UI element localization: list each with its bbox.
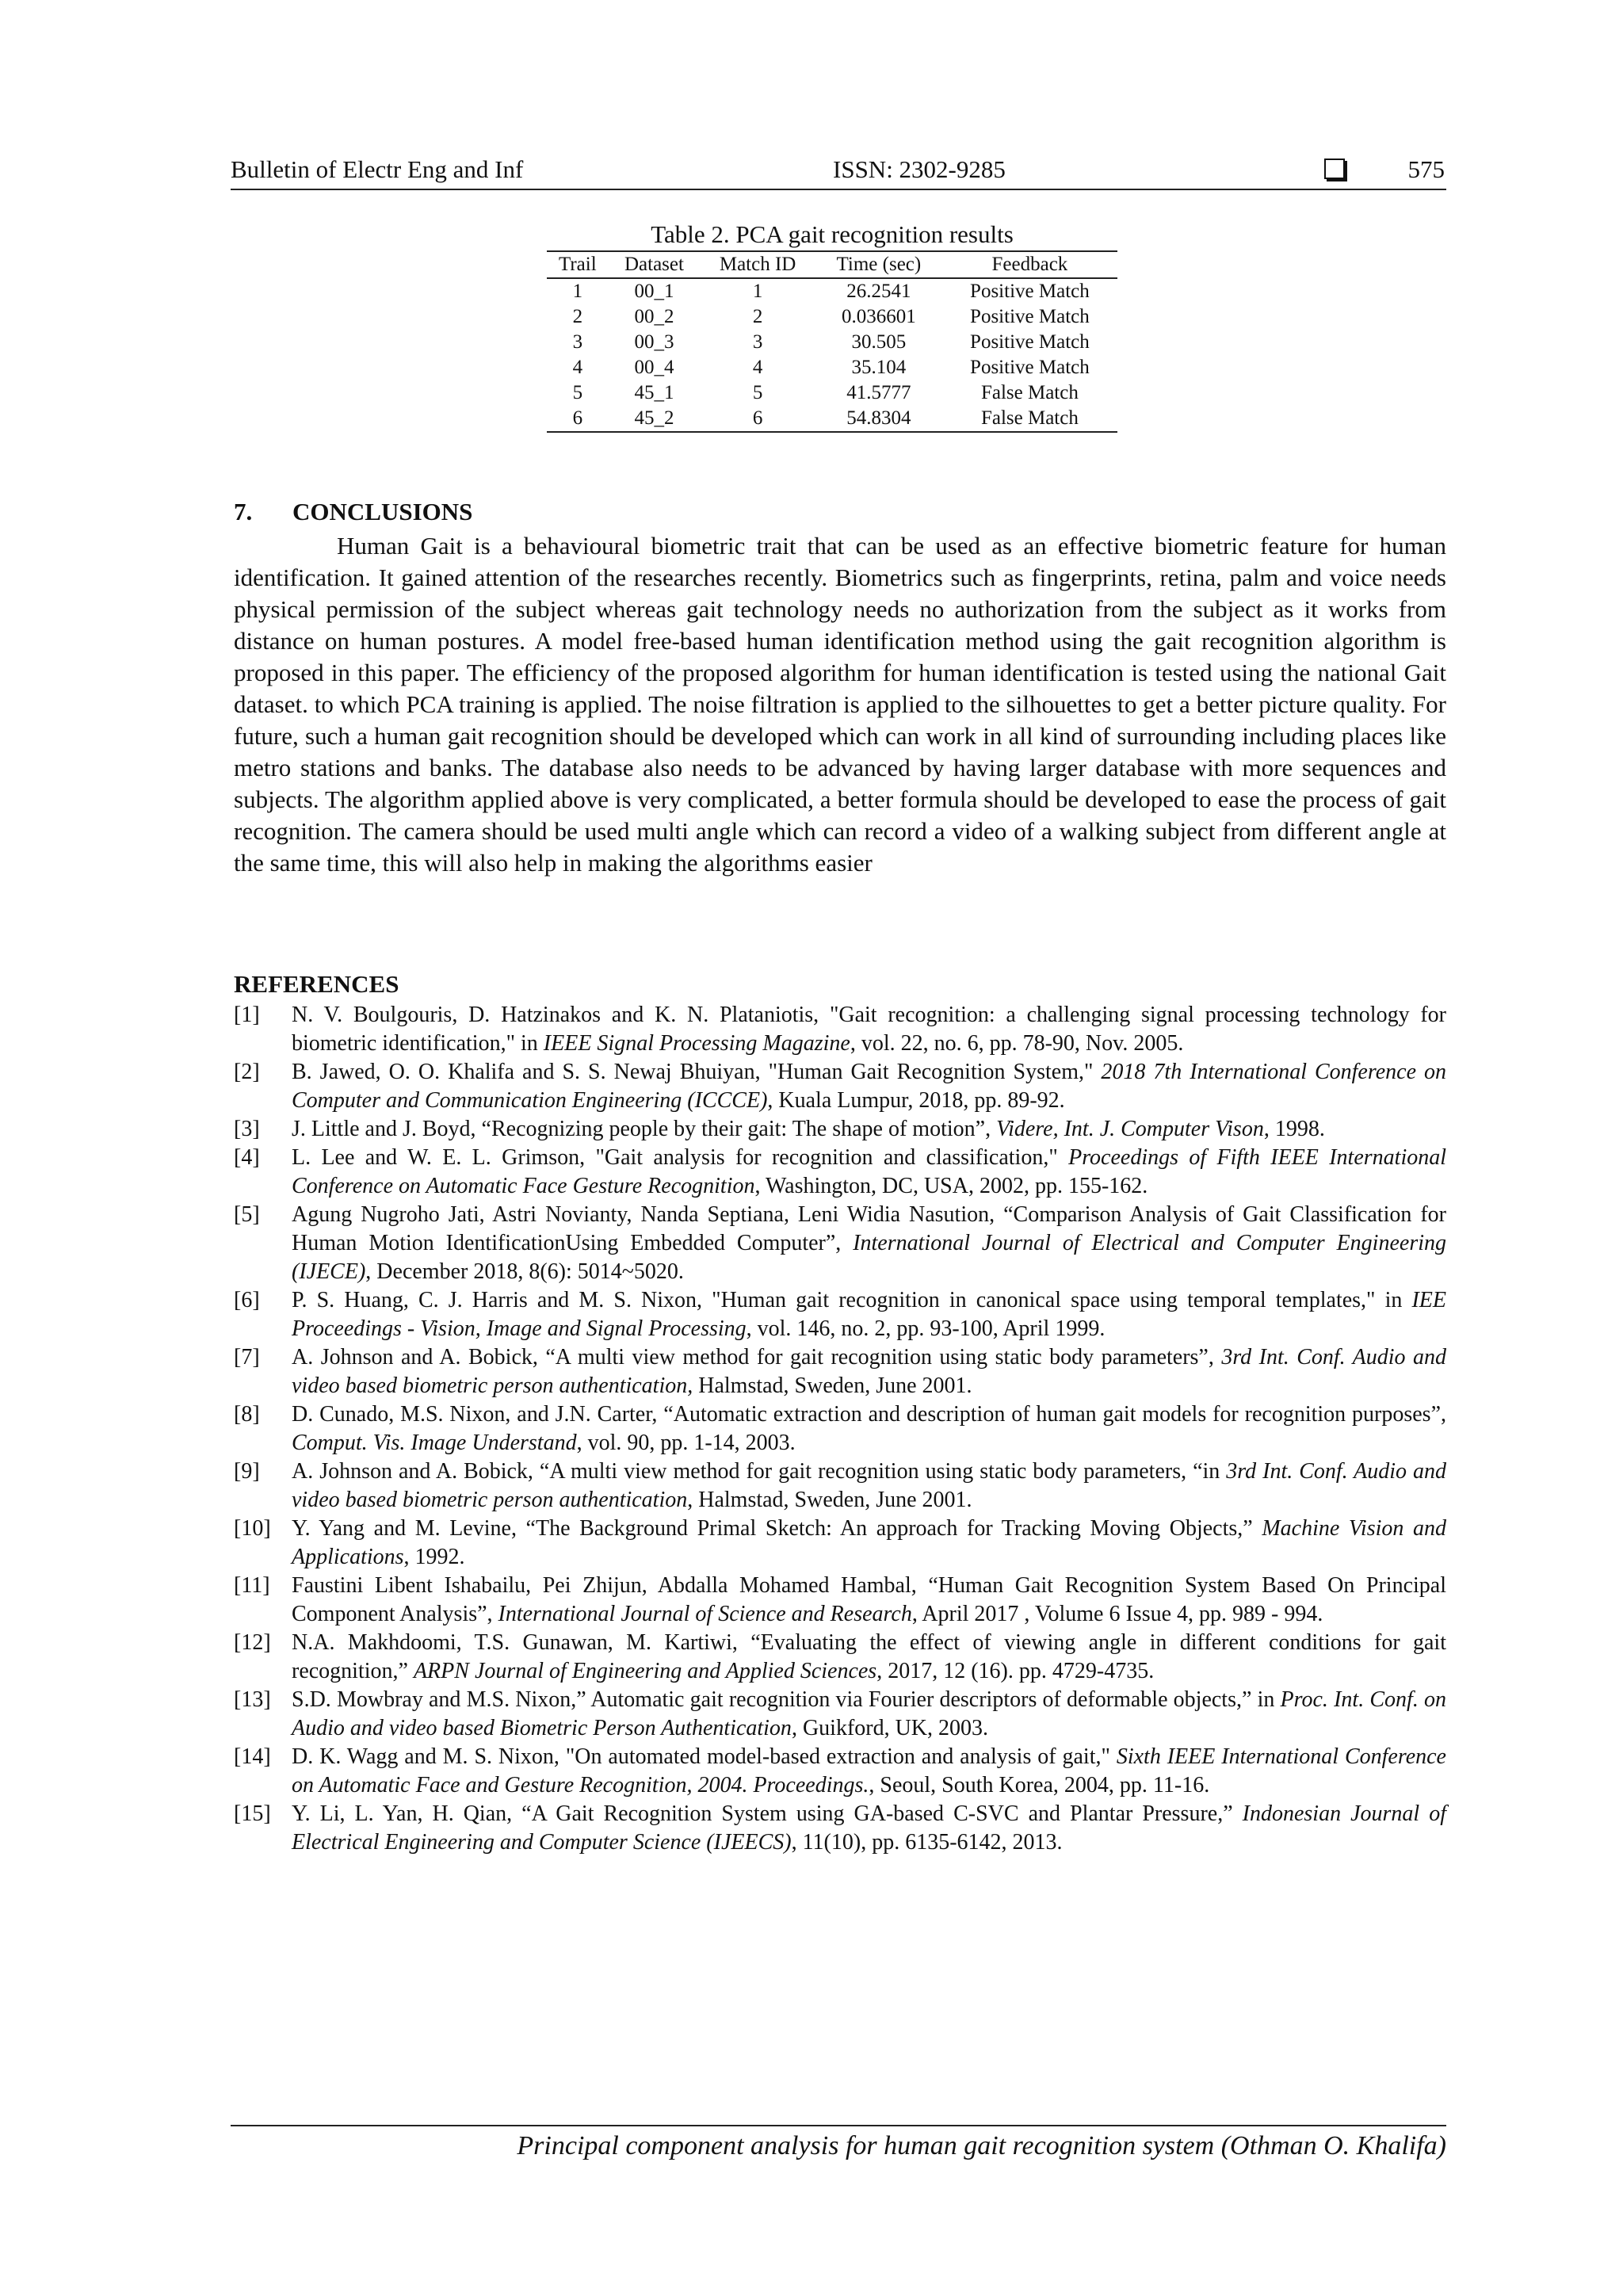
reference-venue: Proc. Int. Conf. on Audio and video based Biometric Person Authentication — [292, 1687, 1446, 1740]
table-cell: Positive Match — [970, 357, 1090, 378]
table-row — [547, 355, 1117, 380]
reference-item — [234, 1515, 1446, 1572]
reference-details: , 1992. — [403, 1545, 465, 1569]
reference-details: , 1998. — [1263, 1117, 1325, 1141]
table-row — [547, 380, 1117, 406]
reference-details: , Halmstad, Sweden, June 2001. — [687, 1488, 972, 1512]
reference-item — [234, 1144, 1446, 1201]
reference-authors-title: P. S. Huang, C. J. Harris and M. S. Nixon, "Human gait recognition in canonical space using temporal templates," in — [292, 1288, 1412, 1312]
reference-item — [234, 1286, 1446, 1343]
table-cell: 6 — [700, 406, 815, 432]
reference-item — [234, 1201, 1446, 1286]
table-cell: 41.5777 — [846, 382, 911, 403]
reference-authors-title: Agung Nugroho Jati, Astri Novianty, Nanda Septiana, Leni Widia Nasution, “Comparison Analysis of Gait Classification for Human Motion IdentificationUsing Embedded Computer”, — [292, 1202, 1446, 1255]
reference-authors-title: D. K. Wagg and M. S. Nixon, "On automated model-based extraction and analysis of gait," — [292, 1744, 1117, 1769]
table-cell: 6 — [547, 406, 609, 432]
section-title: CONCLUSIONS — [292, 498, 473, 525]
reference-item — [234, 1343, 1446, 1400]
reference-number: [4] — [234, 1145, 260, 1170]
reference-authors-title: Y. Li, L. Yan, H. Qian, “A Gait Recognition System using GA-based C-SVC and Plantar Pressure,” — [292, 1801, 1243, 1826]
table-row — [547, 304, 1117, 330]
table-caption: Table 2. PCA gait recognition results — [651, 220, 1014, 248]
reference-venue: International Journal of Electrical and Computer Engineering (IJECE) — [292, 1231, 1446, 1284]
reference-authors-title: D. Cunado, M.S. Nixon, and J.N. Carter, “Automatic extraction and description of human gait models for recognition purposes”, — [292, 1402, 1446, 1427]
page-header — [231, 152, 1446, 190]
reference-number: [12] — [234, 1630, 271, 1655]
reference-item — [234, 1800, 1446, 1857]
reference-number: [15] — [234, 1801, 271, 1826]
reference-venue: Sixth IEEE International Conference on Automatic Face and Gesture Recognition, 2004. Proceedings. — [292, 1744, 1446, 1797]
reference-authors-title: S.D. Mowbray and M.S. Nixon,” Automatic gait recognition via Fourier descriptors of deformable objects,” in — [292, 1687, 1281, 1712]
reference-number: [13] — [234, 1687, 271, 1712]
reference-details: , Kuala Lumpur, 2018, pp. 89-92. — [767, 1088, 1065, 1113]
reference-number: [1] — [234, 1003, 260, 1027]
issn: ISSN: 2302-9285 — [833, 155, 1006, 183]
reference-item — [234, 1572, 1446, 1629]
table-cell: 26.2541 — [846, 281, 911, 302]
table-cell: Positive Match — [970, 331, 1090, 353]
reference-item — [234, 1457, 1446, 1515]
reference-number: [2] — [234, 1060, 260, 1084]
section-number: 7. — [234, 498, 253, 525]
results-table-block — [547, 220, 1117, 433]
table-header-cell: Dataset — [609, 251, 701, 278]
table-cell: 3 — [752, 331, 763, 353]
page-number: 575 — [1407, 155, 1445, 183]
table-row — [547, 406, 1117, 432]
reference-details: , Seoul, South Korea, 2004, pp. 11-16. — [869, 1773, 1210, 1797]
reference-item — [234, 1001, 1446, 1058]
reference-venue: IEEE Signal Processing Magazine — [543, 1031, 850, 1056]
table-cell: Positive Match — [970, 281, 1090, 302]
reference-number: [5] — [234, 1202, 260, 1227]
reference-venue: Indonesian Journal of Electrical Engineering and Computer Science (IJEECS) — [292, 1801, 1446, 1855]
reference-item — [234, 1686, 1446, 1743]
table-cell: 35.104 — [851, 357, 907, 378]
reference-authors-title: N. V. Boulgouris, D. Hatzinakos and K. N. Plataniotis, "Gait recognition: a challenging signal processing technology for biometric identification," in — [292, 1003, 1446, 1056]
table-header-cell: Trail — [547, 251, 609, 278]
reference-authors-title: A. Johnson and A. Bobick, “A multi view method for gait recognition using static body parameters”, — [292, 1345, 1222, 1370]
reference-authors-title: Faustini Libent Ishabailu, Pei Zhijun, Abdalla Mohamed Hambal, “Human Gait Recognition System Based On Principal Component Analysis”, — [292, 1573, 1446, 1626]
table-cell: 45_2 — [609, 406, 701, 432]
table-cell: 1 — [572, 281, 583, 302]
table-row — [547, 330, 1117, 355]
table-header-row — [547, 251, 1117, 278]
reference-venue: 3rd Int. Conf. Audio and video based biometric person authentication — [292, 1459, 1447, 1512]
reference-venue: 2018 7th International Conference on Computer and Communication Engineering (ICCCE) — [292, 1060, 1446, 1113]
journal-name: Bulletin of Electr Eng and Inf — [231, 155, 524, 183]
table-header-cell: Match ID — [700, 251, 815, 278]
reference-number: [6] — [234, 1288, 260, 1312]
reference-item — [234, 1629, 1446, 1686]
reference-details: , December 2018, 8(6): 5014~5020. — [365, 1259, 684, 1284]
reference-details: , vol. 22, no. 6, pp. 78-90, Nov. 2005. — [850, 1031, 1184, 1056]
reference-authors-title: Y. Yang and M. Levine, “The Background Primal Sketch: An approach for Tracking Moving Objects,” — [292, 1516, 1262, 1541]
reference-number: [7] — [234, 1345, 260, 1370]
reference-item — [234, 1058, 1446, 1115]
reference-number: [3] — [234, 1117, 260, 1141]
table-cell: 00_2 — [634, 306, 674, 327]
reference-venue: International Journal of Science and Research — [498, 1602, 912, 1626]
table-header-cell: Time (sec) — [815, 251, 942, 278]
reference-authors-title: N.A. Makhdoomi, T.S. Gunawan, M. Kartiwi, “Evaluating the effect of viewing angle in different conditions for gait recognition,” — [292, 1630, 1446, 1683]
table-cell: 0.036601 — [841, 306, 916, 327]
table-cell: 2 — [572, 306, 583, 327]
checkbox-square-icon — [1324, 159, 1345, 179]
reference-authors-title: B. Jawed, O. O. Khalifa and S. S. Newaj Bhuiyan, "Human Gait Recognition System," — [292, 1060, 1102, 1084]
conclusions-heading — [234, 498, 472, 526]
reference-details: , 2017, 12 (16). pp. 4729-4735. — [876, 1659, 1155, 1683]
reference-number: [10] — [234, 1516, 271, 1541]
table-cell: 4 — [572, 357, 583, 378]
references-heading: REFERENCES — [234, 970, 399, 998]
reference-number: [14] — [234, 1744, 271, 1769]
table-cell: 5 — [572, 382, 583, 403]
reference-number: [8] — [234, 1402, 260, 1427]
table-cell: 30.505 — [851, 331, 907, 353]
table-body — [547, 278, 1117, 432]
conclusions-paragraph: Human Gait is a behavioural biometric trait that can be used as an effective biometric feature for human identification. It gained attention of the researches recently. Biometrics such as fingerprints, retina, palm and voice needs physical permission of the subject whereas gait technology needs no authorization from the subject as it works from distance on human postures. A model free-based human identification method using the gait recognition algorithm is proposed in this paper. The efficiency of the proposed algorithm for human identification is tested using the national Gait dataset. to which PCA training is applied. The noise filtration is applied to the silhouettes to get a better picture quality. For future, such a human gait recognition should be developed which can work in all kind of surrounding including places like metro stations and banks. The database also needs to be advanced by having larger database with more sequences and subjects. The algorithm applied above is very complicated, a better formula should be developed to ease the process of gait recognition. The camera should be used multi angle which can record a video of a walking subject from different angle at the same time, this will also help in making the algorithms easier — [234, 532, 1446, 877]
reference-authors-title: J. Little and J. Boyd, “Recognizing people by their gait: The shape of motion”, — [292, 1117, 997, 1141]
table-cell: 00_3 — [634, 331, 674, 353]
reference-authors-title: L. Lee and W. E. L. Grimson, "Gait analysis for recognition and classification," — [292, 1145, 1069, 1170]
reference-details: Halmstad, Sweden, June 2001. — [693, 1373, 972, 1398]
table-cell: 45_1 — [634, 382, 674, 403]
reference-item — [234, 1743, 1446, 1800]
reference-details: , Guikford, UK, 2003. — [791, 1716, 989, 1740]
reference-venue: Videre, Int. J. Computer Vison — [996, 1117, 1264, 1141]
reference-details: , April 2017 , Volume 6 Issue 4, pp. 989 - 994. — [911, 1602, 1323, 1626]
reference-venue: Machine Vision and Applications — [292, 1516, 1446, 1569]
reference-number: [11] — [234, 1573, 270, 1598]
reference-venue: Proceedings of Fifth IEEE International Conference on Automatic Face Gesture Recognition — [292, 1145, 1447, 1198]
table-cell: 2 — [752, 306, 763, 327]
table-cell: 1 — [752, 281, 763, 302]
reference-venue: ARPN Journal of Engineering and Applied Sciences — [413, 1659, 877, 1683]
table-cell: 4 — [752, 357, 763, 378]
reference-details: , vol. 90, pp. 1-14, 2003. — [576, 1431, 796, 1455]
table-cell: 54.8304 — [815, 406, 942, 432]
table-row — [547, 278, 1117, 304]
reference-details: , 11(10), pp. 6135-6142, 2013. — [791, 1830, 1063, 1855]
references-list — [234, 1001, 1446, 1857]
table-cell: 3 — [572, 331, 583, 353]
reference-number: [9] — [234, 1459, 260, 1484]
table-cell: 00_4 — [634, 357, 674, 378]
table-cell: Positive Match — [970, 306, 1090, 327]
table-cell: 5 — [752, 382, 763, 403]
reference-venue: Comput. Vis. Image Understand — [292, 1431, 577, 1455]
table-header-cell: Feedback — [942, 251, 1117, 278]
reference-venue: IEE Proceedings - Vision, Image and Signal Processing — [292, 1288, 1446, 1341]
table-cell: 00_1 — [634, 281, 674, 302]
results-table — [547, 250, 1117, 433]
reference-item — [234, 1115, 1446, 1144]
table-cell: False Match — [942, 406, 1117, 432]
table-cell: False Match — [980, 382, 1079, 403]
reference-venue: 3rd Int. Conf. Audio and video based biometric person authentication, — [292, 1345, 1447, 1398]
reference-details: , Washington, DC, USA, 2002, pp. 155-162. — [754, 1174, 1148, 1198]
reference-details: , vol. 146, no. 2, pp. 93-100, April 1999. — [746, 1316, 1106, 1341]
reference-item — [234, 1400, 1446, 1457]
reference-authors-title: A. Johnson and A. Bobick, “A multi view method for gait recognition using static body parameters, “in — [292, 1459, 1227, 1484]
page-footer: Principal component analysis for human gait recognition system (Othman O. Khalifa) — [231, 2125, 1446, 2161]
